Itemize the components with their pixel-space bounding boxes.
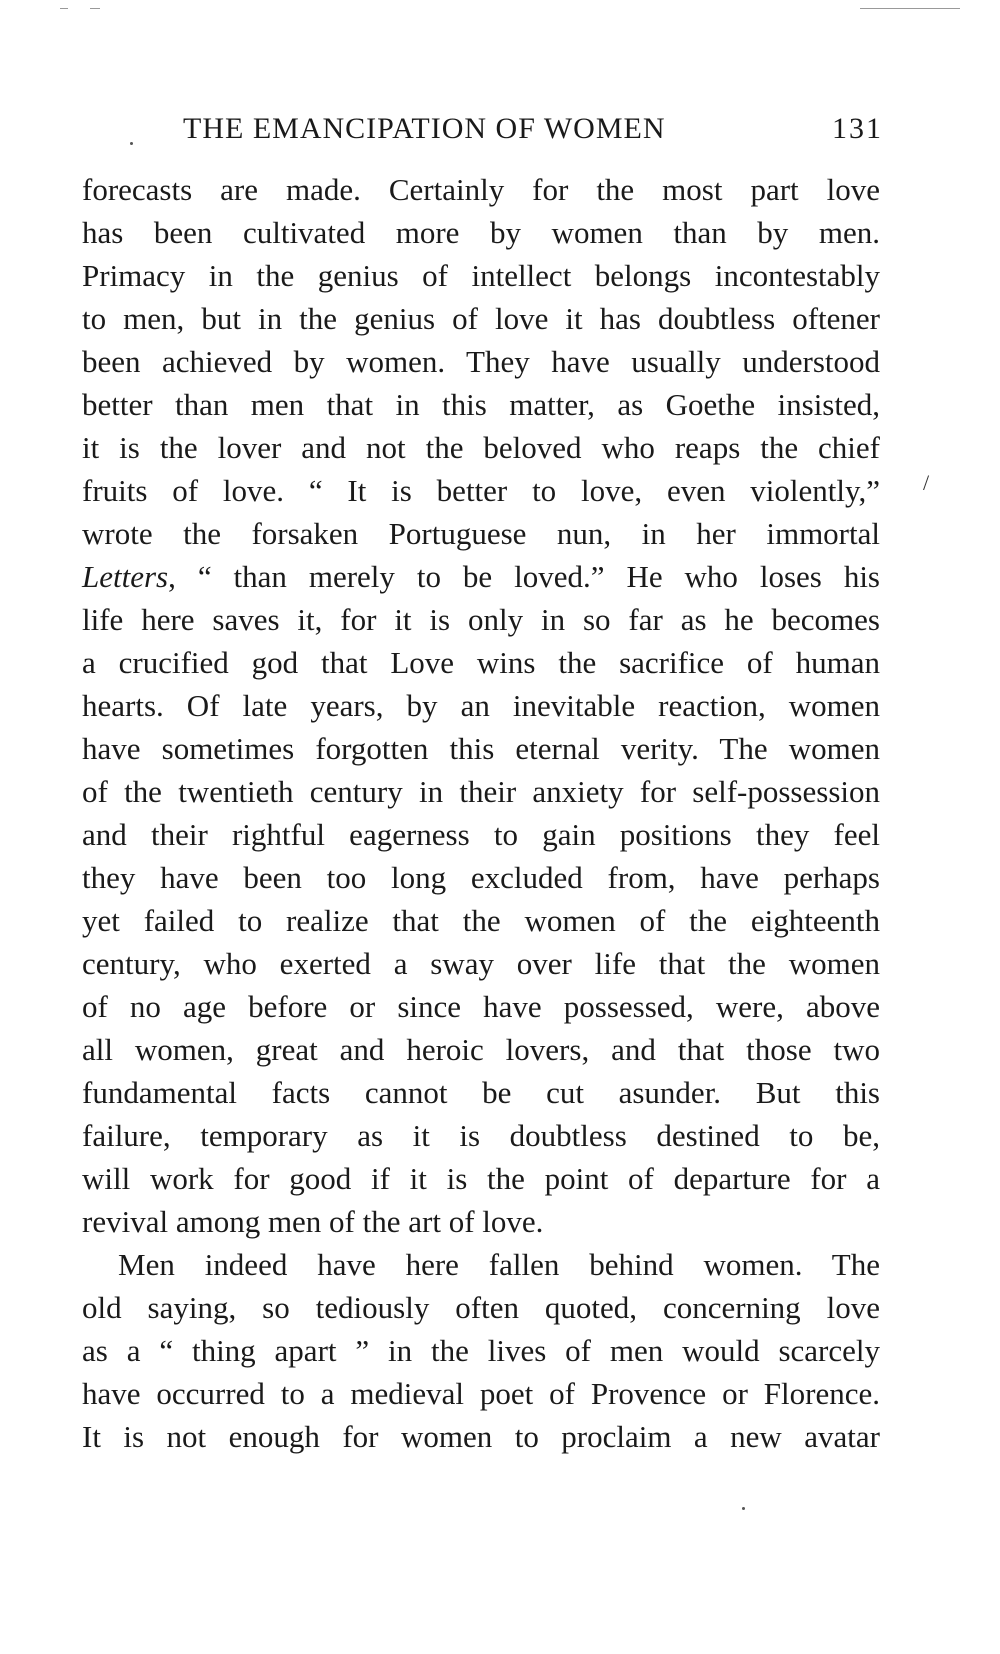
text-segment: Primacy in the genius of intellect belongs incontestably [82,258,880,293]
text-segment: as a “ thing apart ” in the lives of men would scarcely [82,1333,880,1368]
scan-edge-mark [860,8,960,9]
text-line [82,770,880,813]
running-title: THE EMANCIPATION OF WOMEN [183,112,666,145]
text-line [82,168,880,211]
text-line [82,426,880,469]
text-line [82,598,880,641]
text-segment: have sometimes forgotten this eternal verity. The women [82,731,880,766]
text-line [82,1329,880,1372]
text-line [82,942,880,985]
text-line [82,1200,880,1243]
text-line [82,856,880,899]
text-line [82,1157,880,1200]
text-segment: failure, temporary as it is doubtless destined to be, [82,1118,880,1153]
text-segment: fundamental facts cannot be cut asunder. But this [82,1075,880,1110]
text-segment: of no age before or since have possessed, were, above [82,989,880,1024]
text-segment: old saying, so tediously often quoted, concerning love [82,1290,880,1325]
text-segment: a crucified god that Love wins the sacrifice of human [82,645,880,680]
text-line [82,1286,880,1329]
text-line [82,297,880,340]
text-segment: has been cultivated more by women than by men. [82,215,880,250]
text-segment: and their rightful eagerness to gain positions they feel [82,817,880,852]
text-line [82,383,880,426]
text-segment: wrote the forsaken Portuguese nun, in her immortal [82,516,880,551]
text-line [82,641,880,684]
text-line [82,1071,880,1114]
text-segment: of the twentieth century in their anxiety for self-possession [82,774,880,809]
text-segment: will work for good if it is the point of departure for a [82,1161,880,1196]
text-line [82,211,880,254]
paragraph [82,1243,880,1458]
text-segment: yet failed to realize that the women of the eighteenth [82,903,880,938]
text-segment: have occurred to a medieval poet of Provence or Florence. [82,1376,880,1411]
body-text [82,168,880,1458]
text-line [82,985,880,1028]
margin-mark: / [923,470,930,495]
text-segment: they have been too long excluded from, have perhaps [82,860,880,895]
text-segment: all women, great and heroic lovers, and that those two [82,1032,880,1067]
text-line [82,1114,880,1157]
text-line [82,684,880,727]
text-segment: fruits of love. “ It is better to love, even violently,” [82,473,880,508]
text-line [82,1372,880,1415]
text-line [82,899,880,942]
text-line [82,1415,880,1458]
text-segment: been achieved by women. They have usually understood [82,344,880,379]
ink-speck [742,1507,745,1510]
text-line [82,555,880,598]
text-line [82,1243,880,1286]
scan-edge-mark [90,8,100,9]
text-line [82,340,880,383]
text-line [82,469,880,512]
paragraph [82,168,880,1243]
text-segment: , “ than merely to be loved.” He who loses his [168,559,880,594]
text-segment: Men indeed have here fallen behind women. The [118,1247,880,1282]
ink-speck [130,142,133,145]
text-segment: forecasts are made. Certainly for the most part love [82,172,880,207]
text-line [82,254,880,297]
scan-edge-mark [60,8,68,9]
text-line [82,727,880,770]
text-segment: It is not enough for women to proclaim a new avatar [82,1419,880,1454]
text-segment: hearts. Of late years, by an inevitable reaction, women [82,688,880,723]
page-number: 131 [832,112,883,145]
italic-title: Letters [82,559,169,594]
text-line [82,512,880,555]
running-head [183,112,883,152]
text-segment: better than men that in this matter, as Goethe insisted, [82,387,880,422]
text-segment: revival among men of the art of love. [82,1204,544,1239]
text-segment: life here saves it, for it is only in so far as he becomes [82,602,880,637]
text-segment: it is the lover and not the beloved who reaps the chief [82,430,880,465]
text-line [82,1028,880,1071]
text-line [82,813,880,856]
text-segment: to men, but in the genius of love it has doubtless oftener [82,301,880,336]
text-segment: century, who exerted a sway over life that the women [82,946,880,981]
